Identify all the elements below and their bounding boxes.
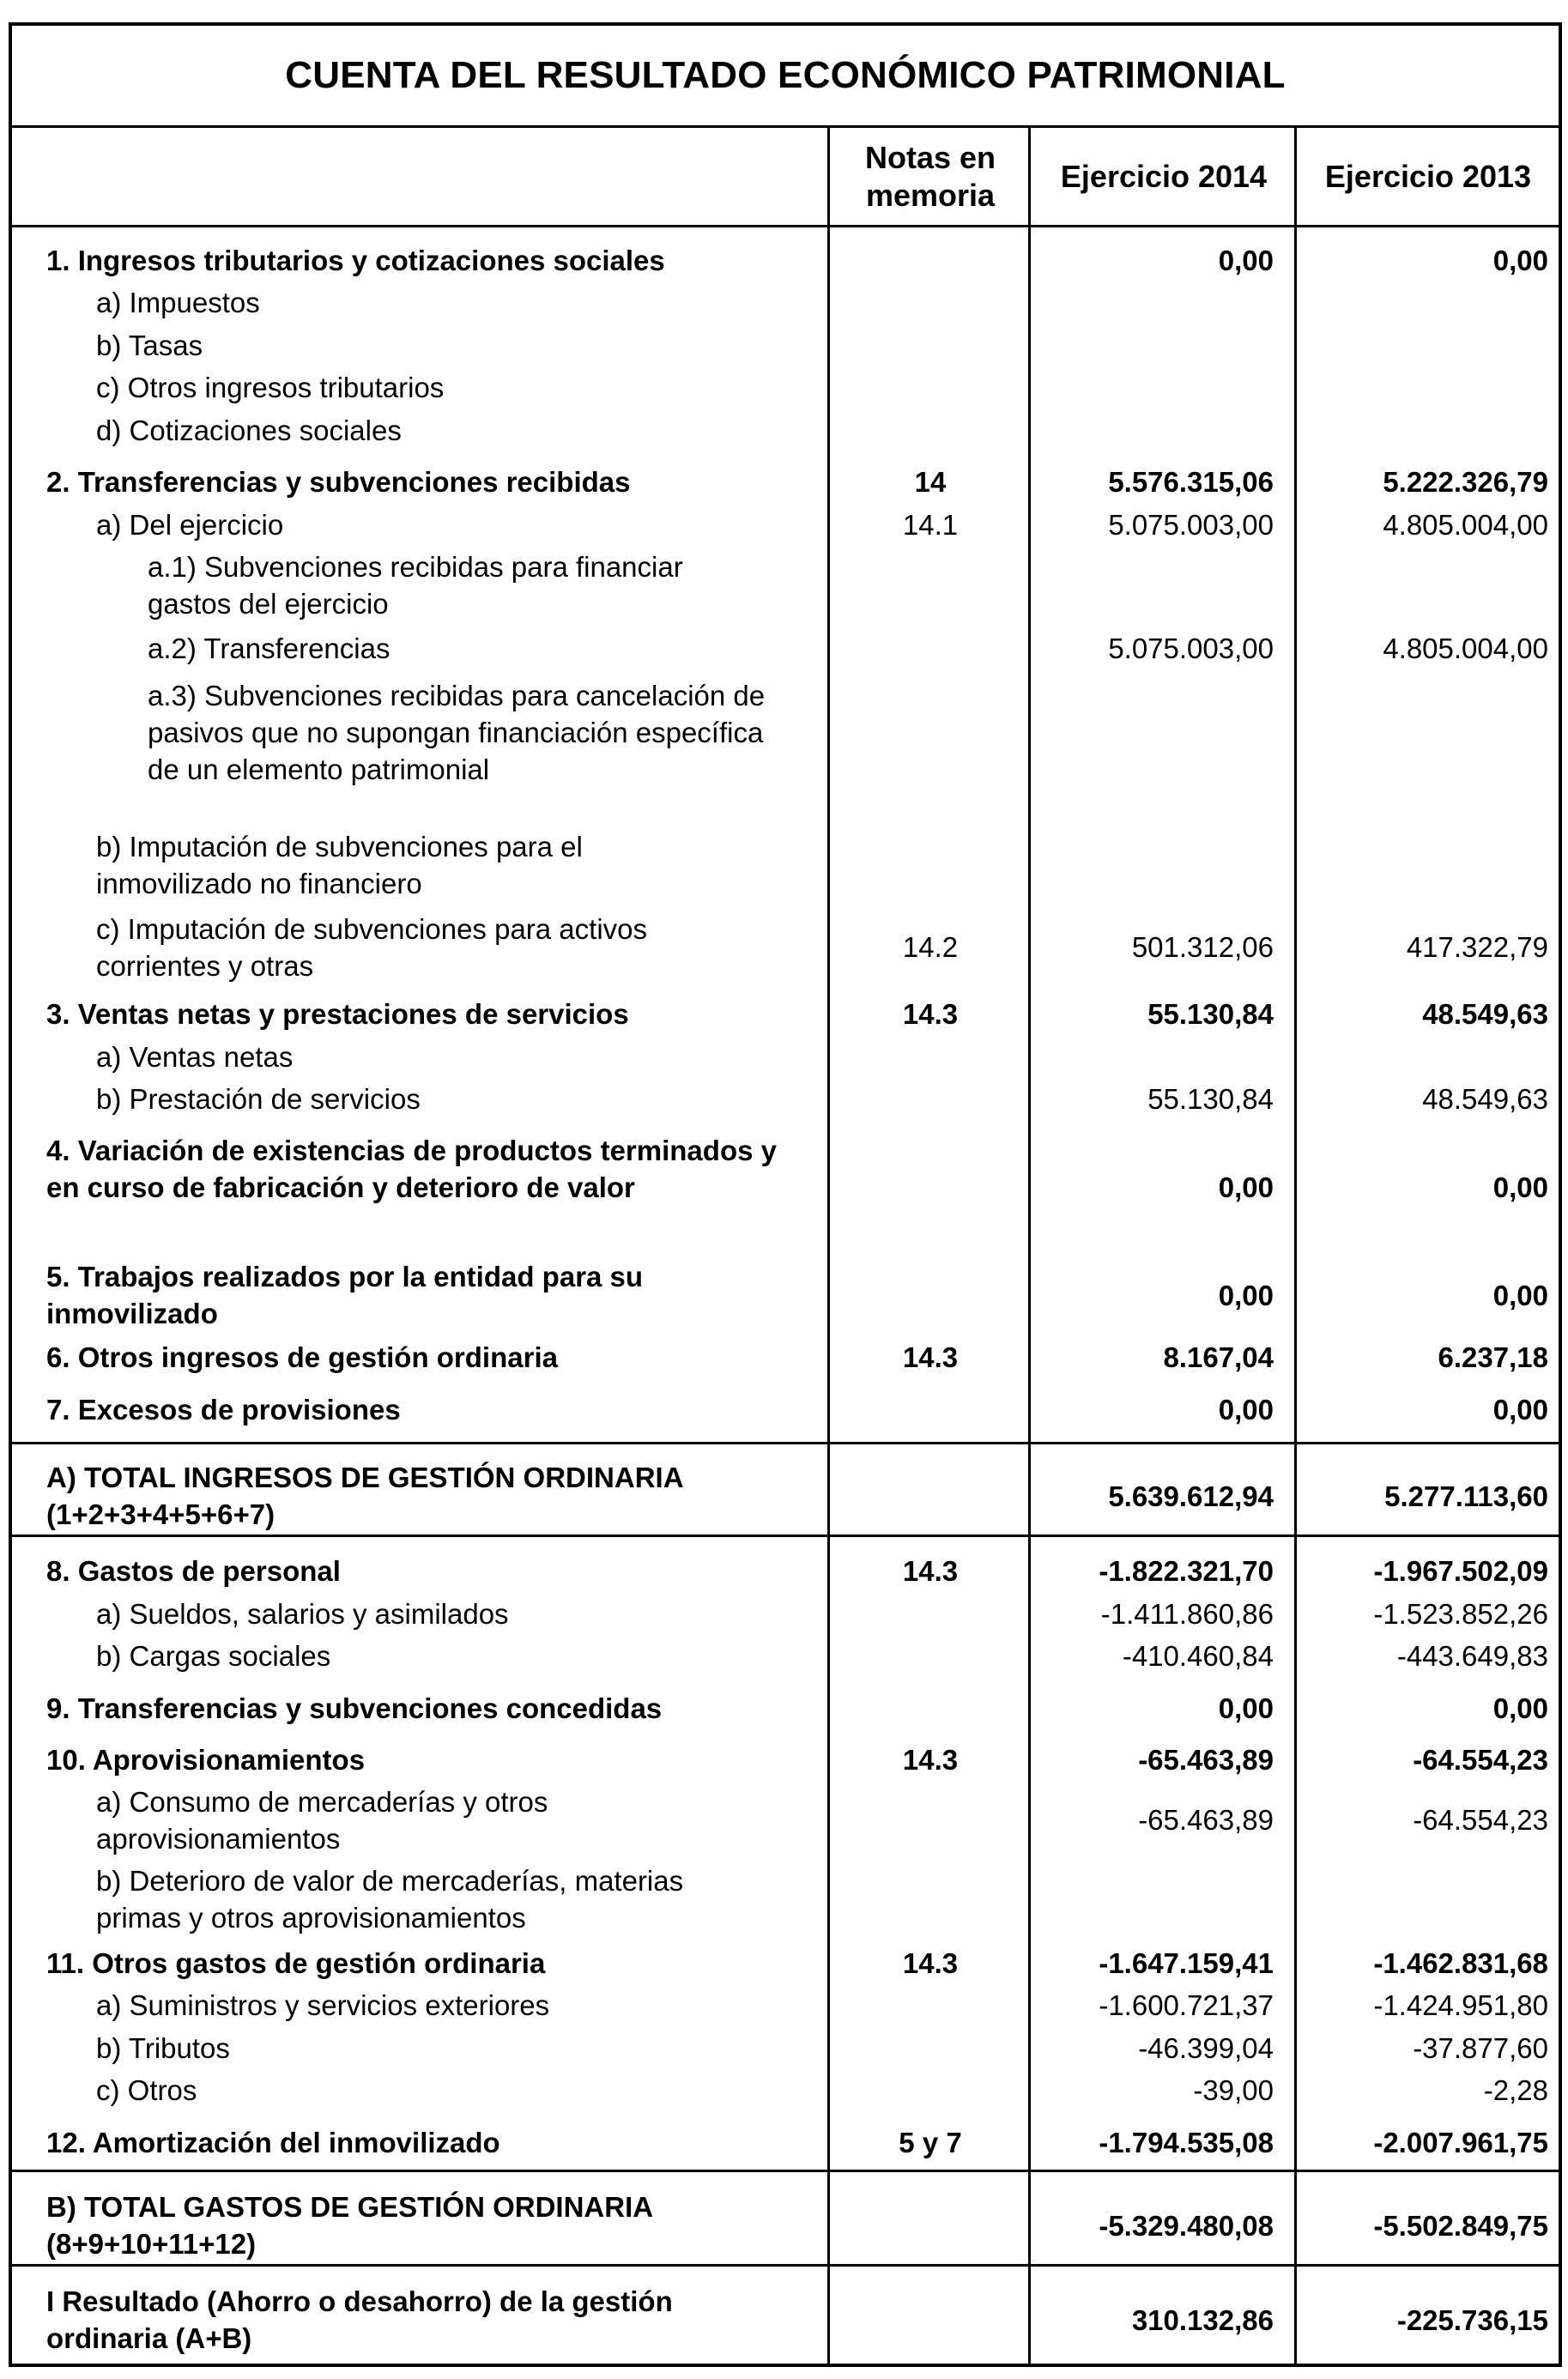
row-label: 1. Ingresos tributarios y cotizaciones sociales bbox=[46, 245, 665, 276]
row-label: c) Otros bbox=[96, 2074, 197, 2106]
row-label: a.1) Subvenciones recibidas para financiar gastos del ejercicio bbox=[148, 551, 683, 620]
row-label: I Resultado (Ahorro o desahorro) de la gestión ordinaria (A+B) bbox=[46, 2285, 673, 2354]
row-label: 4. Variación de existencias de productos terminados y en curso de fabricación y deterioro de valor bbox=[46, 1135, 777, 1203]
value-2013: -2.007.961,75 bbox=[1373, 2127, 1548, 2158]
divider bbox=[12, 1442, 1559, 1444]
row-note: 14.1 bbox=[902, 509, 959, 541]
value-2014: 5.075.003,00 bbox=[1108, 509, 1274, 541]
value-2014: 55.130,84 bbox=[1147, 998, 1274, 1030]
value-2014: 0,00 bbox=[1218, 245, 1274, 276]
income-statement-table bbox=[9, 22, 1562, 2367]
value-2014: 0,00 bbox=[1218, 1394, 1274, 1426]
row-note: 14 bbox=[914, 466, 947, 498]
value-2013: -37.877,60 bbox=[1413, 2032, 1548, 2064]
value-2014: 0,00 bbox=[1218, 1692, 1274, 1724]
value-2013: 0,00 bbox=[1492, 1171, 1548, 1203]
value-2014: 55.130,84 bbox=[1147, 1083, 1274, 1115]
value-2013: 417.322,79 bbox=[1406, 931, 1548, 963]
row-label: b) Prestación de servicios bbox=[96, 1083, 421, 1115]
value-2014: 310.132,86 bbox=[1131, 2304, 1274, 2336]
value-2013: -443.649,83 bbox=[1396, 1640, 1548, 1672]
value-2013: -1.424.951,80 bbox=[1373, 1989, 1548, 2021]
page-title: CUENTA DEL RESULTADO ECONÓMICO PATRIMONIAL bbox=[285, 54, 1286, 96]
row-label: B) TOTAL GASTOS DE GESTIÓN ORDINARIA (8+9+10+11+12) bbox=[46, 2191, 652, 2260]
row-label: 2. Transferencias y subvenciones recibidas bbox=[46, 466, 631, 498]
row-label: b) Tributos bbox=[96, 2032, 230, 2064]
value-2013: -64.554,23 bbox=[1413, 1804, 1548, 1836]
divider bbox=[12, 225, 1559, 227]
row-label: 7. Excesos de provisiones bbox=[46, 1394, 401, 1426]
column-divider bbox=[827, 125, 830, 2364]
value-2013: 0,00 bbox=[1492, 1394, 1548, 1426]
value-2014: -1.794.535,08 bbox=[1099, 2127, 1274, 2158]
value-2013: -5.502.849,75 bbox=[1373, 2210, 1548, 2242]
row-label: 3. Ventas netas y prestaciones de servicios bbox=[46, 998, 629, 1030]
value-2013: 0,00 bbox=[1492, 245, 1548, 276]
row-label: b) Cargas sociales bbox=[96, 1640, 331, 1672]
row-label: a.2) Transferencias bbox=[148, 633, 390, 664]
value-2013: -64.554,23 bbox=[1413, 1744, 1548, 1776]
row-note: 5 y 7 bbox=[899, 2127, 962, 2158]
row-label: d) Cotizaciones sociales bbox=[96, 415, 402, 446]
row-label: 11. Otros gastos de gestión ordinaria bbox=[46, 1947, 546, 1979]
row-label: b) Deterioro de valor de mercaderías, materias primas y otros aprovisionamientos bbox=[96, 1865, 684, 1934]
value-2014: 0,00 bbox=[1218, 1171, 1274, 1203]
row-label: 5. Trabajos realizados por la entidad para su inmovilizado bbox=[46, 1261, 644, 1329]
value-2013: 5.277.113,60 bbox=[1384, 1480, 1548, 1512]
column-divider bbox=[1028, 125, 1031, 2364]
row-label: 9. Transferencias y subvenciones concedidas bbox=[46, 1692, 663, 1724]
value-2014: -39,00 bbox=[1193, 2074, 1274, 2106]
row-note: 14.3 bbox=[902, 1947, 959, 1979]
row-note: 14.2 bbox=[902, 931, 959, 963]
value-2013: -1.967.502,09 bbox=[1373, 1555, 1548, 1587]
row-label: a) Impuestos bbox=[96, 287, 260, 318]
value-2013: 48.549,63 bbox=[1422, 998, 1548, 1030]
row-label: c) Otros ingresos tributarios bbox=[96, 372, 445, 403]
header-notes: Notas en memoria bbox=[864, 139, 996, 213]
value-2013: -1.462.831,68 bbox=[1373, 1947, 1548, 1979]
value-2014: -65.463,89 bbox=[1138, 1804, 1274, 1836]
row-label: 8. Gastos de personal bbox=[46, 1555, 341, 1587]
value-2014: -1.600.721,37 bbox=[1099, 1989, 1274, 2021]
row-label: 6. Otros ingresos de gestión ordinaria bbox=[46, 1341, 558, 1373]
column-divider bbox=[1294, 125, 1297, 2364]
row-label: 12. Amortización del inmovilizado bbox=[46, 2127, 500, 2158]
row-label: c) Imputación de subvenciones para activos corrientes y otras bbox=[96, 913, 648, 982]
value-2014: 5.576.315,06 bbox=[1108, 466, 1274, 498]
row-label: a) Consumo de mercaderías y otros aprovisionamientos bbox=[96, 1786, 548, 1855]
value-2013: -2,28 bbox=[1483, 2074, 1548, 2106]
value-2014: -1.822.321,70 bbox=[1099, 1555, 1274, 1587]
value-2014: -5.329.480,08 bbox=[1099, 2210, 1274, 2242]
header-2013: Ejercicio 2013 bbox=[1324, 158, 1532, 194]
value-2013: 5.222.326,79 bbox=[1383, 466, 1548, 498]
divider bbox=[12, 2264, 1559, 2267]
value-2014: -46.399,04 bbox=[1138, 2032, 1274, 2064]
value-2013: -225.736,15 bbox=[1396, 2304, 1548, 2336]
row-label: a) Sueldos, salarios y asimilados bbox=[96, 1598, 509, 1630]
divider bbox=[12, 2170, 1559, 2172]
row-note: 14.3 bbox=[902, 998, 959, 1030]
row-label: a.3) Subvenciones recibidas para cancelación de pasivos que no supongan financiación específica de un elemento patrimonial bbox=[148, 680, 766, 785]
row-label: 10. Aprovisionamientos bbox=[46, 1744, 366, 1776]
value-2014: -1.411.860,86 bbox=[1100, 1598, 1274, 1630]
row-note: 14.3 bbox=[902, 1555, 959, 1587]
row-label: a) Ventas netas bbox=[96, 1041, 294, 1073]
row-note: 14.3 bbox=[902, 1341, 959, 1373]
value-2014: 8.167,04 bbox=[1163, 1341, 1274, 1373]
row-label: A) TOTAL INGRESOS DE GESTIÓN ORDINARIA (1+2+3+4+5+6+7) bbox=[46, 1462, 683, 1530]
value-2013: 0,00 bbox=[1492, 1692, 1548, 1724]
row-label: b) Tasas bbox=[96, 330, 203, 361]
row-label: b) Imputación de subvenciones para el inmovilizado no financiero bbox=[96, 831, 583, 899]
row-note: 14.3 bbox=[902, 1744, 959, 1776]
value-2014: 501.312,06 bbox=[1131, 931, 1274, 963]
value-2013: 4.805.004,00 bbox=[1383, 509, 1548, 541]
value-2014: 5.639.612,94 bbox=[1108, 1480, 1274, 1512]
value-2014: -65.463,89 bbox=[1138, 1744, 1274, 1776]
value-2014: -1.647.159,41 bbox=[1099, 1947, 1274, 1979]
value-2013: 48.549,63 bbox=[1422, 1083, 1548, 1115]
value-2013: 6.237,18 bbox=[1438, 1341, 1548, 1373]
row-label: a) Del ejercicio bbox=[96, 509, 284, 541]
value-2014: 0,00 bbox=[1218, 1280, 1274, 1311]
value-2013: 0,00 bbox=[1492, 1280, 1548, 1311]
row-label: a) Suministros y servicios exteriores bbox=[96, 1989, 550, 2021]
value-2013: 4.805.004,00 bbox=[1383, 633, 1548, 664]
header-2014: Ejercicio 2014 bbox=[1060, 158, 1268, 194]
value-2013: -1.523.852,26 bbox=[1373, 1598, 1548, 1630]
divider bbox=[12, 1535, 1559, 1537]
value-2014: 5.075.003,00 bbox=[1108, 633, 1274, 664]
value-2014: -410.460,84 bbox=[1122, 1640, 1274, 1672]
